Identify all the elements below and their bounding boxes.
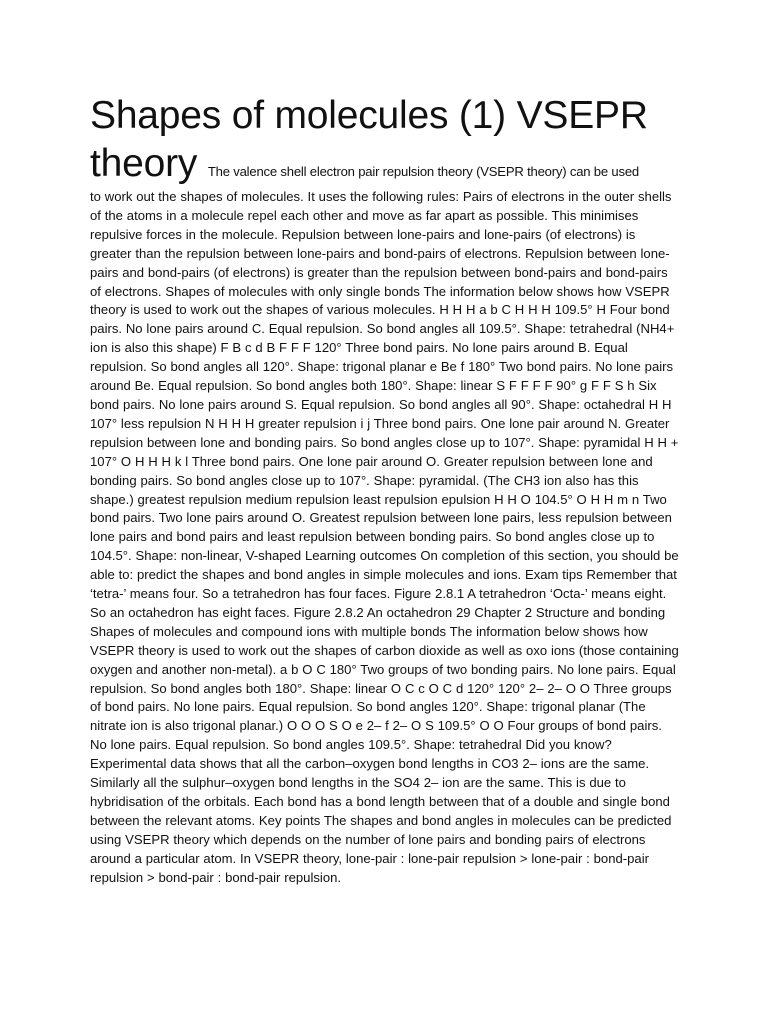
page-title [90, 92, 680, 188]
body-paragraph: to work out the shapes of molecules. It uses the following rules: Pairs of electrons in the outer shells of the atoms in a molecule repel each other and move as far apart as possible. This minimises repulsive forces in the molecule. Repulsion between lone-pairs and lone-pairs (of electrons) is greater than the repulsion between lone-pairs and bond-pairs of electrons. Repulsion between lone-pairs and bond-pairs (of electrons) is greater than the repulsion between bond-pairs and bond-pairs of electrons. Shapes of molecules with only single bonds The information below shows how VSEPR theory is used to work out the shapes of various molecules. H H H a b C H H H 109.5° H Four bond pairs. No lone pairs around C. Equal repulsion. So bond angles all 109.5°. Shape: tetrahedral (NH4+ ion is also this shape) F B c d B F F F 120° Three bond pairs. No lone pairs around B. Equal repulsion. So bond angles all 120°. Shape: trigonal planar e Be f 180° Two bond pairs. No lone pairs around Be. Equal repulsion. So bond angles both 180°. Shape: linear S F F F F 90° g F F S h Six bond pairs. No lone pairs around S. Equal repulsion. So bond angles all 90°. Shape: octahedral H H 107° less repulsion N H H H greater repulsion i j Three bond pairs. One lone pair around N. Greater repulsion between lone and bonding pairs. So bond angles close up to 107°. Shape: pyramidal H H + 107° O H H H k l Three bond pairs. One lone pair around O. Greater repulsion between lone and bonding pairs. So bond angles close up to 107°. Shape: pyramidal. (The CH3 ion also has this shape.) greatest repulsion medium repulsion least repulsion epulsion H H O 104.5° O H H m n Two bond pairs. Two lone pairs around O. Greatest repulsion between lone pairs, less repulsion between lone pairs and bond pairs and least repulsion between bonding pairs. So bond angles close up to 104.5°. Shape: non-linear, V-shaped Learning outcomes On completion of this section, you should be able to: predict the shapes and bond angles in simple molecules and ions. Exam tips Remember that ‘tetra-’ means four. So a tetrahedron has four faces. Figure 2.8.1 A tetrahedron ‘Octa-’ means eight. So an octahedron has eight faces. Figure 2.8.2 An octahedron 29 Chapter 2 Structure and bonding Shapes of molecules and compound ions with multiple bonds The information below shows how VSEPR theory is used to work out the shapes of carbon dioxide as well as oxo ions (those containing oxygen and another non-metal). a b O C 180° Two groups of two bonding pairs. No lone pairs. Equal repulsion. So bond angles both 180°. Shape: linear O C c O C d 120° 120° 2– 2– O O Three groups of bond pairs. No lone pairs. Equal repulsion. So bond angles 120°. Shape: trigonal planar (The nitrate ion is also trigonal planar.) O O O S O e 2– f 2– O S 109.5° O O Four groups of bond pairs. No lone pairs. Equal repulsion. So bond angles 109.5°. Shape: tetrahedral Did you know? Experimental data shows that all the carbon–oxygen bond lengths in CO3 2– ions are the same. Similarly all the sulphur–oxygen bond lengths in the SO4 2– ion are the same. This is due to hybridisation of the orbitals. Each bond has a bond length between that of a double and single bond between the relevant atoms. Key points The shapes and bond angles in molecules can be predicted using VSEPR theory which depends on the number of lone pairs and bonding pairs of electrons around a particular atom. In VSEPR theory, lone-pair : lone-pair repulsion > lone-pair : bond-pair repulsion > bond-pair : bond-pair repulsion. [90, 189, 679, 885]
title-line-2: theory [90, 142, 198, 185]
document-page [90, 92, 680, 888]
title-line-1: Shapes of molecules (1) VSEPR [90, 94, 648, 137]
lead-in-text: The valence shell electron pair repulsion theory (VSEPR theory) can be used [207, 164, 639, 179]
